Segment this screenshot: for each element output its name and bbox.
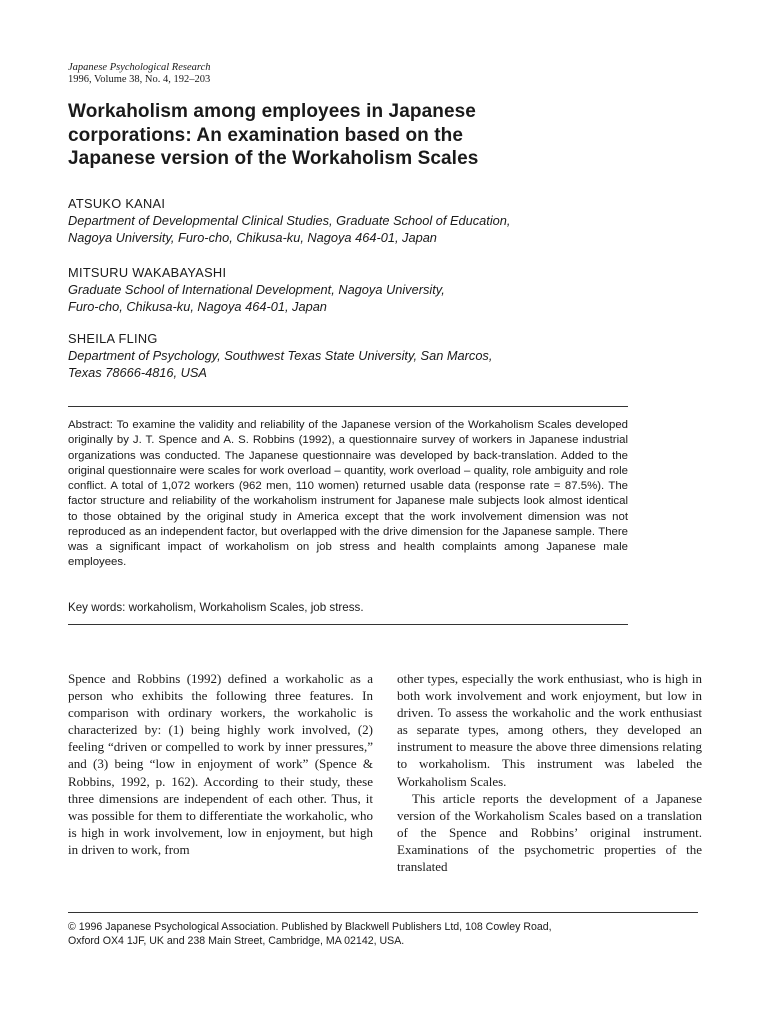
title-line: Workaholism among employees in Japanese: [68, 101, 476, 122]
body-column-right: [397, 670, 702, 875]
author-affiliation: [68, 212, 668, 246]
author-name: ATSUKO KANAI: [68, 196, 166, 211]
divider: [68, 624, 628, 625]
footer-line: Oxford OX4 1JF, UK and 238 Main Street, Cambridge, MA 02142, USA.: [68, 935, 405, 947]
divider: [68, 406, 628, 407]
author-affiliation: [68, 347, 668, 381]
affiliation-line: Department of Developmental Clinical Studies, Graduate School of Education,: [68, 213, 511, 228]
keywords-text: workaholism, Workaholism Scales, job stress.: [128, 601, 364, 614]
keywords: [68, 600, 628, 615]
title-line: corporations: An examination based on the: [68, 124, 464, 146]
footer-divider: [68, 912, 698, 913]
body-paragraph: other types, especially the work enthusiast, who is high in both work involvement and work enjoyment, but low in driven. To assess the workaholic and the work enthusiast as separate types, among others, they developed an instrument to measure the above three dimensions relating to workaholism. This instrument was labeled the Workaholism Scales.: [397, 671, 702, 789]
journal-header: [68, 62, 210, 86]
article-title: [68, 100, 688, 171]
footer-line: © 1996 Japanese Psychological Association. Published by Blackwell Publishers Ltd, 108 Cowley Road,: [68, 921, 552, 933]
keywords-label: Key words:: [68, 601, 126, 614]
title-line: Japanese version of the Workaholism Scales: [68, 148, 479, 169]
affiliation-line: Nagoya University, Furo-cho, Chikusa-ku, Nagoya 464-01, Japan: [68, 230, 437, 245]
author-block: [68, 196, 668, 246]
author-affiliation: [68, 281, 668, 315]
author-block: [68, 331, 668, 381]
author-block: [68, 265, 668, 315]
abstract-text: To examine the validity and reliability of the Japanese version of the Workaholism Scales developed originally by J. T. Spence and A. S. Robbins (1992), a questionnaire survey of workers in Japanese industrial organizations was conducted. The Japanese questionnaire was developed by back-translation. Added to the original questionnaire were scales for work overload – quantity, work overload – quality, role ambiguity and role conflict. A total of 1,072 workers (962 men, 110 women) returned usable data (response rate = 87.5%). The factor structure and reliability of the workaholism instrument for Japanese male subjects look almost identical to those obtained by the original study in America except that the work involvement dimension was not reproduced as an independent factor, but overlapped with the drive dimension for the Japanese sample. There was a significant impact of workaholism on job stress and health complaints among Japanese male employees.: [68, 419, 628, 569]
journal-name: Japanese Psychological Research: [68, 62, 211, 73]
affiliation-line: Graduate School of International Development, Nagoya University,: [68, 282, 445, 297]
author-name: SHEILA FLING: [68, 331, 158, 346]
affiliation-line: Department of Psychology, Southwest Texas State University, San Marcos,: [68, 348, 493, 363]
abstract: [68, 418, 628, 571]
copyright-footer: [68, 920, 698, 948]
author-name: MITSURU WAKABAYASHI: [68, 265, 227, 280]
affiliation-line: Furo-cho, Chikusa-ku, Nagoya 464-01, Japan: [68, 299, 327, 314]
body-paragraph: Spence and Robbins (1992) defined a workaholic as a person who exhibits the following three features. In comparison with ordinary workers, the workaholic is characterized by: (1) being highly work involved, (2) feeling “driven or compelled to work by inner pressures,” and (3) being “low in enjoyment of work” (Spence & Robbins, 1992, p. 162). According to their study, these three dimensions are independent of each other. Thus, it was possible for them to differentiate the workaholic, who is high in work involvement, low in enjoyment, but high in driven to work, from: [68, 671, 373, 857]
affiliation-line: Texas 78666-4816, USA: [68, 365, 207, 380]
abstract-label: Abstract:: [68, 419, 113, 431]
journal-citation: 1996, Volume 38, No. 4, 192–203: [68, 74, 211, 85]
body-column-left: [68, 670, 373, 858]
body-paragraph: This article reports the development of a Japanese version of the Workaholism Scales based on a translation of the Spence and Robbins’ original instrument. Examinations of the psychometric properties of the translated: [397, 790, 702, 875]
